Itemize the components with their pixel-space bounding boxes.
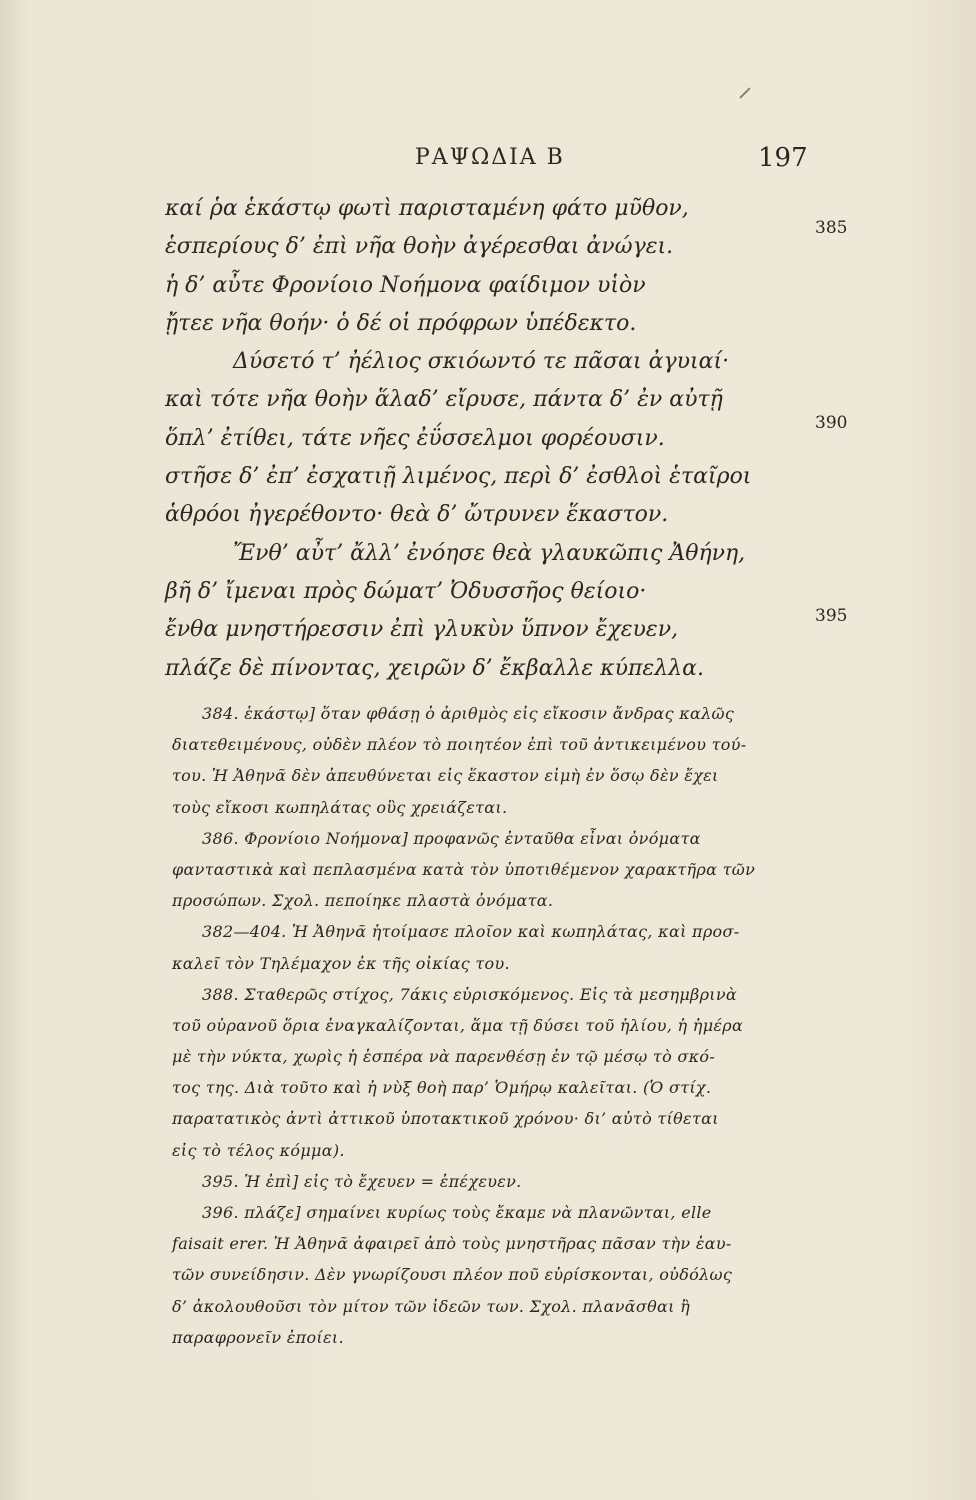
verse-line: ᾔτεε νῆα θοήν· ὁ δέ οἱ πρόφρων ὑπέδεκτο. [165, 310, 637, 336]
line-number-395: 395 [815, 606, 848, 626]
note-line: 395. Ἡ ἐπὶ] εἰς τὸ ἔχευεν = ἐπέχευεν. [202, 1171, 522, 1191]
running-head: ΡΑΨΩΔΙΑ Β [415, 145, 565, 170]
note-line: 382—404. Ἡ Ἀθηνᾶ ἡτοίμασε πλοῖον καὶ κωπηλάτας, καὶ προσ- [202, 922, 740, 942]
note-line: τοῦ οὐρανοῦ ὅρια ἐναγκαλίζονται, ἅμα τῇ δύσει τοῦ ἡλίου, ἡ ἡμέρα [172, 1015, 744, 1035]
note-line: μὲ τὴν νύκτα, χωρὶς ἡ ἑσπέρα νὰ παρενθέσῃ ἐν τῷ μέσῳ τὸ σκό- [172, 1047, 716, 1067]
note-line: διατεθειμένους, οὐδὲν πλέον τὸ ποιητέον ἐπὶ τοῦ ἀντικειμένου τού- [172, 735, 747, 755]
verse-line: καὶ τότε νῆα θοὴν ἅλαδ’ εἴρυσε, πάντα δ’ ἐν αὐτῇ [165, 387, 723, 413]
note-line: καλεῖ τὸν Τηλέμαχον ἐκ τῆς οἰκίας του. [172, 953, 510, 973]
note-line: 384. ἑκάστῳ] ὅταν φθάσῃ ὁ ἀριθμὸς εἰς εἴκοσιν ἄνδρας καλῶς [202, 704, 735, 723]
note-line: τοὺς εἴκοσι κωπηλάτας οὓς χρειάζεται. [172, 797, 508, 817]
verse-line: στῆσε δ’ ἐπ’ ἐσχατιῇ λιμένος, περὶ δ’ ἐσθλοὶ ἑταῖροι [165, 464, 752, 490]
verse-line: ἡ δ’ αὖτε Φρονίοιο Νοήμονα φαίδιμον υἱὸν [165, 272, 646, 298]
verse-line: βῆ δ’ ἴμεναι πρὸς δώματ’ Ὀδυσσῆος θείοιο· [165, 578, 647, 604]
line-number-385: 385 [815, 218, 848, 238]
note-line: 396. πλάζε] σημαίνει κυρίως τοὺς ἔκαμε νὰ πλανῶνται, elle [202, 1203, 712, 1222]
note-line: faisait erer. Ἡ Ἀθηνᾶ ἀφαιρεῖ ἀπὸ τοὺς μνηστῆρας πᾶσαν τὴν ἑαυ- [172, 1234, 732, 1254]
verse-line: καί ῥα ἑκάστῳ φωτὶ παρισταμένη φάτο μῦθον, [165, 196, 689, 221]
note-line: του. Ἡ Ἀθηνᾶ δὲν ἀπευθύνεται εἰς ἕκαστον εἰμὴ ἐν ὅσῳ δὲν ἔχει [172, 766, 719, 786]
verse-line: ἔνθα μνηστήρεσσιν ἐπὶ γλυκὺν ὕπνον ἔχευεν, [165, 617, 679, 643]
note-line: φανταστικὰ καὶ πεπλασμένα κατὰ τὸν ὑποτιθέμενον χαρακτῆρα τῶν [172, 859, 756, 879]
note-line: παραφρονεῖν ἐποίει. [172, 1327, 344, 1347]
verse-line: Ἔνθ’ αὖτ’ ἄλλ’ ἐνόησε θεὰ γλαυκῶπις Ἀθήνη, [233, 540, 746, 566]
note-line: δ’ ἀκολουθοῦσι τὸν μίτον τῶν ἰδεῶν των. Σχολ. πλανᾶσθαι ἢ [172, 1296, 690, 1316]
verse-line: Δύσετό τ’ ἠέλιος σκιόωντό τε πᾶσαι ἀγυιαί· [233, 349, 730, 375]
note-line: τῶν συνείδησιν. Δὲν γνωρίζουσι πλέον ποῦ εὑρίσκονται, οὐδόλως [172, 1265, 733, 1285]
note-line: προσώπων. Σχολ. πεποίηκε πλαστὰ ὀνόματα. [172, 891, 554, 911]
note-line: εἰς τὸ τέλος κόμμα). [172, 1140, 345, 1160]
verse-line: ὅπλ’ ἐτίθει, τάτε νῆες ἐΰσσελμοι φορέουσιν. [165, 425, 665, 451]
pencil-mark [739, 87, 750, 98]
verse-line: ἑσπερίους δ’ ἐπὶ νῆα θοὴν ἀγέρεσθαι ἀνώγει. [165, 234, 674, 260]
note-line: παρατατικὸς ἀντὶ ἀττικοῦ ὑποτακτικοῦ χρόνου· δι’ αὐτὸ τίθεται [172, 1109, 719, 1129]
page-number: 197 [758, 143, 808, 173]
note-line: 388. Σταθερῶς στίχος, 7άκις εὑρισκόμενος. Εἰς τὰ μεσημβρινὰ [202, 984, 738, 1004]
verse-line: πλάζε δὲ πίνοντας, χειρῶν δ’ ἔκβαλλε κύπελλα. [165, 655, 704, 681]
note-line: 386. Φρονίοιο Νοήμονα] προφανῶς ἐνταῦθα εἶναι ὀνόματα [202, 828, 701, 848]
verse-block [165, 190, 805, 688]
note-line: τος της. Διὰ τοῦτο καὶ ἡ νὺξ θοὴ παρ’ Ὁμήρῳ καλεῖται. (Ὁ στίχ. [172, 1078, 712, 1098]
commentary-notes [172, 698, 820, 1353]
line-number-390: 390 [815, 413, 848, 433]
verse-line: ἁθρόοι ἠγερέθοντο· θεὰ δ’ ὤτρυνεν ἕκαστον. [165, 502, 669, 528]
